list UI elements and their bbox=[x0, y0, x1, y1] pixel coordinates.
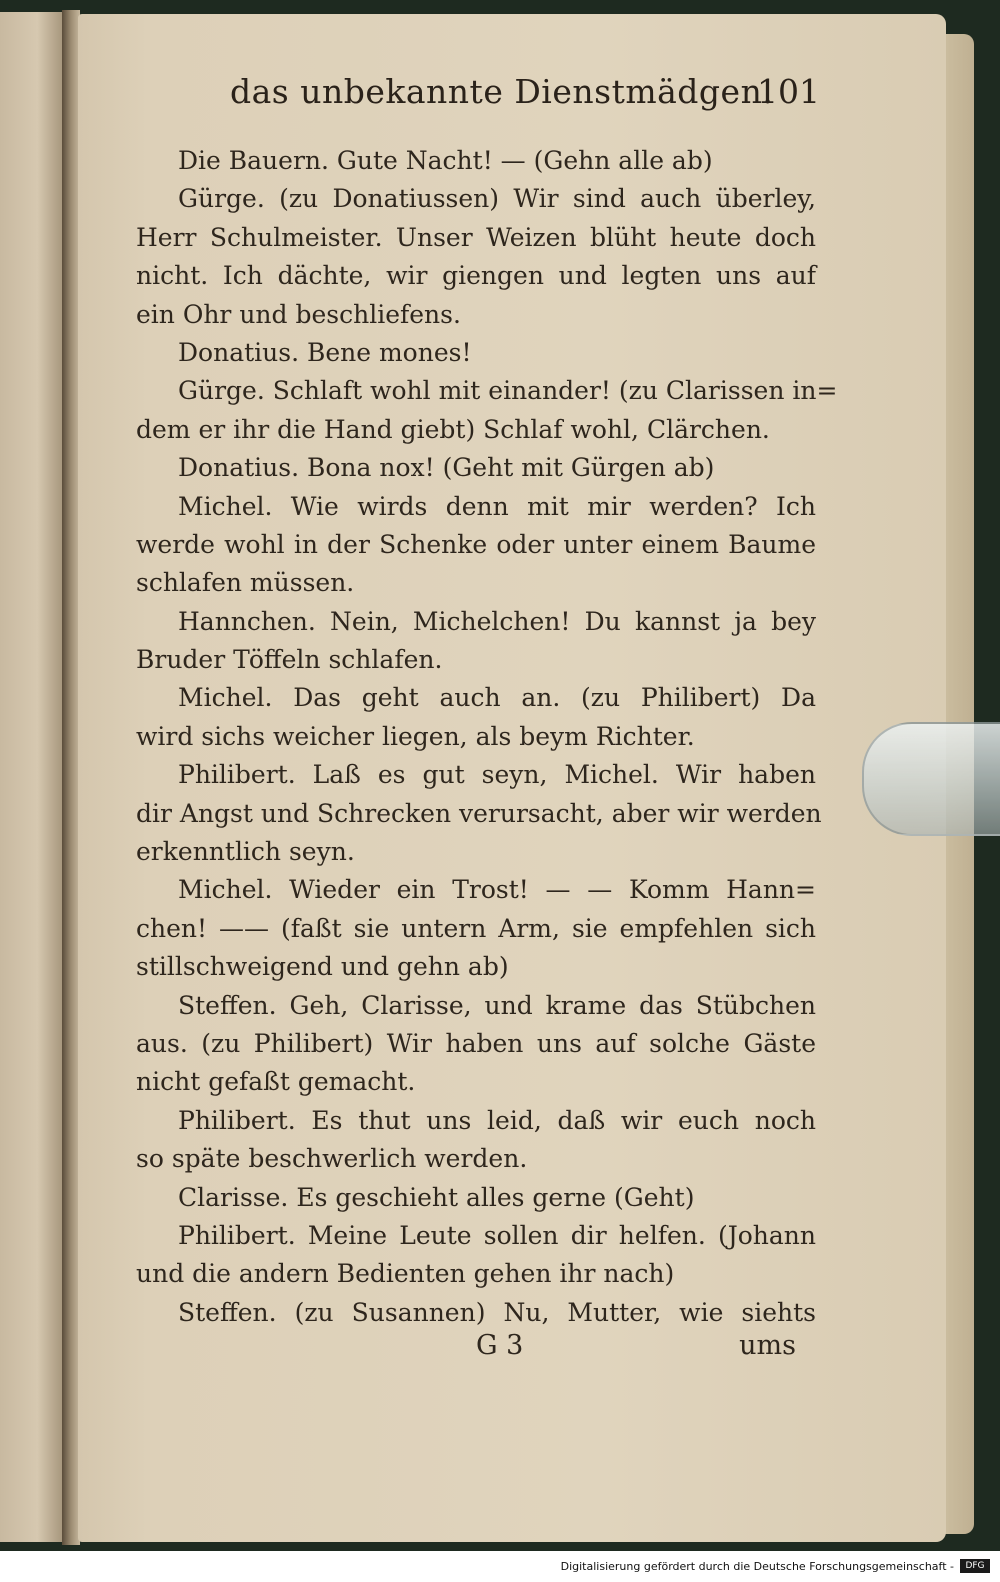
text-line: ein Ohr und beschliefens. bbox=[136, 299, 461, 329]
credit-bar bbox=[0, 1551, 1000, 1582]
text-line: so späte beschwerlich werden. bbox=[136, 1144, 528, 1174]
text-line: Gürge. Schlaft wohl mit einander! (zu Clarissen in= bbox=[178, 376, 838, 406]
text-line: und die andern Bedienten gehen ihr nach) bbox=[136, 1259, 675, 1289]
text-line: Die Bauern. Gute Nacht! — (Gehn alle ab) bbox=[178, 146, 713, 175]
text-line: wird sichs weicher liegen, als beym Richter. bbox=[136, 721, 695, 751]
left-page-edge bbox=[0, 12, 64, 1542]
page-clip bbox=[862, 722, 1000, 836]
running-header bbox=[230, 72, 820, 122]
text-line: Hannchen. Nein, Michelchen! Du kannst ja bey bbox=[178, 606, 816, 636]
catchword: ums bbox=[739, 1330, 796, 1361]
text-line: schlafen müssen. bbox=[136, 568, 355, 598]
text-line: Philibert. Es thut uns leid, daß wir euch noch bbox=[178, 1105, 816, 1135]
text-line: nicht gefaßt gemacht. bbox=[136, 1067, 416, 1097]
text-line: Steffen. Geh, Clarisse, und krame das Stübchen bbox=[178, 990, 816, 1020]
text-line: dir Angst und Schrecken verursacht, aber wir werden bbox=[136, 798, 822, 828]
text-line: Donatius. Bene mones! bbox=[178, 337, 472, 367]
page-footer bbox=[136, 1330, 816, 1370]
text-line: erkenntlich seyn. bbox=[136, 837, 355, 867]
text-line: werde wohl in der Schenke oder unter einem Baume bbox=[136, 529, 816, 559]
dfg-logo: DFG bbox=[960, 1559, 990, 1573]
text-line: Clarisse. Es geschieht alles gerne (Geht) bbox=[178, 1182, 695, 1212]
text-line: stillschweigend und gehn ab) bbox=[136, 952, 509, 982]
text-line: Philibert. Laß es gut seyn, Michel. Wir haben bbox=[178, 760, 816, 790]
text-line: Philibert. Meine Leute sollen dir helfen. (Johann bbox=[178, 1220, 816, 1250]
text-line: Michel. Das geht auch an. (zu Philibert) Da bbox=[178, 683, 816, 713]
text-line: aus. (zu Philibert) Wir haben uns auf solche Gäste bbox=[136, 1028, 816, 1058]
text-line: Donatius. Bona nox! (Geht mit Gürgen ab) bbox=[178, 453, 715, 483]
text-line: nicht. Ich dächte, wir giengen und legten uns auf bbox=[136, 261, 816, 291]
text-line: Herr Schulmeister. Unser Weizen blüht heute doch bbox=[136, 222, 816, 252]
signature-mark: G 3 bbox=[476, 1330, 524, 1361]
credit-text: Digitalisierung gefördert durch die Deutsche Forschungsgemeinschaft - bbox=[560, 1560, 954, 1573]
text-line: Michel. Wie wirds denn mit mir werden? Ich bbox=[178, 491, 816, 521]
running-title: das unbekannte Dienstmädgen. bbox=[230, 72, 774, 111]
text-line: Gürge. (zu Donatiussen) Wir sind auch überley, bbox=[178, 184, 816, 214]
body-text bbox=[136, 142, 838, 1332]
text-line: Michel. Wieder ein Trost! — — Komm Hann= bbox=[178, 875, 816, 905]
text-line: Bruder Töffeln schlafen. bbox=[136, 645, 443, 675]
text-line: Steffen. (zu Susannen) Nu, Mutter, wie siehts bbox=[178, 1297, 816, 1327]
page-number: 101 bbox=[757, 72, 820, 111]
text-line: chen! —— (faßt sie untern Arm, sie empfehlen sich bbox=[136, 913, 816, 943]
text-line: dem er ihr die Hand giebt) Schlaf wohl, Clärchen. bbox=[136, 414, 770, 444]
